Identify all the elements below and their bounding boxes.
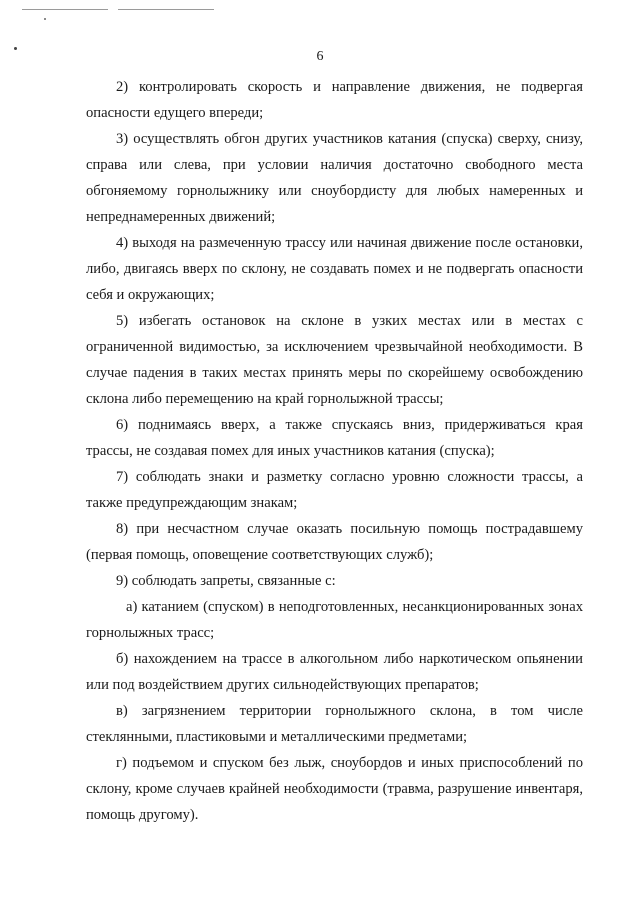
paragraph-item-4: 4) выходя на размеченную трассу или начиная движение после остановки, либо, двигаясь вверх по склону, не создавать помех и не подвергать опасности себя и окружающих; — [86, 235, 583, 303]
subparagraph-g: г) подъемом и спуском без лыж, сноубордов и иных приспособлений по склону, кроме случаев крайней необходимости (травма, разрушение инвентаря, помощь другому). — [86, 755, 583, 823]
paragraph-item-8: 8) при несчастном случае оказать посильную помощь пострадавшему (первая помощь, оповещение соответствующих служб); — [86, 521, 583, 563]
scan-artifact-line — [118, 9, 214, 10]
subparagraph-b: б) нахождением на трассе в алкогольном либо наркотическом опьянении или под воздействием других сильнодействующих препаратов; — [86, 651, 583, 693]
paragraph-item-6: 6) поднимаясь вверх, а также спускаясь вниз, придерживаться края трассы, не создавая помех для иных участников катания (спуска); — [86, 417, 583, 459]
paragraph-item-9: 9) соблюдать запреты, связанные с: — [116, 573, 336, 589]
subparagraph-a: а) катанием (спуском) в неподготовленных, несанкционированных зонах горнолыжных трасс; — [86, 599, 583, 641]
page-number: 6 — [316, 49, 324, 64]
paragraph-item-5: 5) избегать остановок на склоне в узких местах или в местах с ограниченной видимостью, за исключением чрезвычайной необходимости. В случае падения в таких местах принять меры по скорейшему освобождению склона либо перемещению на край горнолыжной трассы; — [86, 313, 583, 407]
paragraph-item-7: 7) соблюдать знаки и разметку согласно уровню сложности трассы, а также предупреждающим знакам; — [86, 469, 583, 511]
scan-artifact-dot — [44, 18, 46, 20]
scan-artifact-line — [22, 9, 108, 10]
subparagraph-v: в) загрязнением территории горнолыжного склона, в том числе стеклянными, пластиковыми и металлическими предметами; — [86, 703, 583, 745]
paragraph-item-3: 3) осуществлять обгон других участников катания (спуска) сверху, снизу, справа или слева, при условии наличия достаточно свободного места обгоняемому горнолыжнику или сноубордисту для любых намеренных и непреднамеренных движений; — [86, 131, 583, 225]
paragraph-item-2: 2) контролировать скорость и направление движения, не подвергая опасности едущего впереди; — [86, 79, 583, 121]
document-body — [86, 74, 583, 828]
